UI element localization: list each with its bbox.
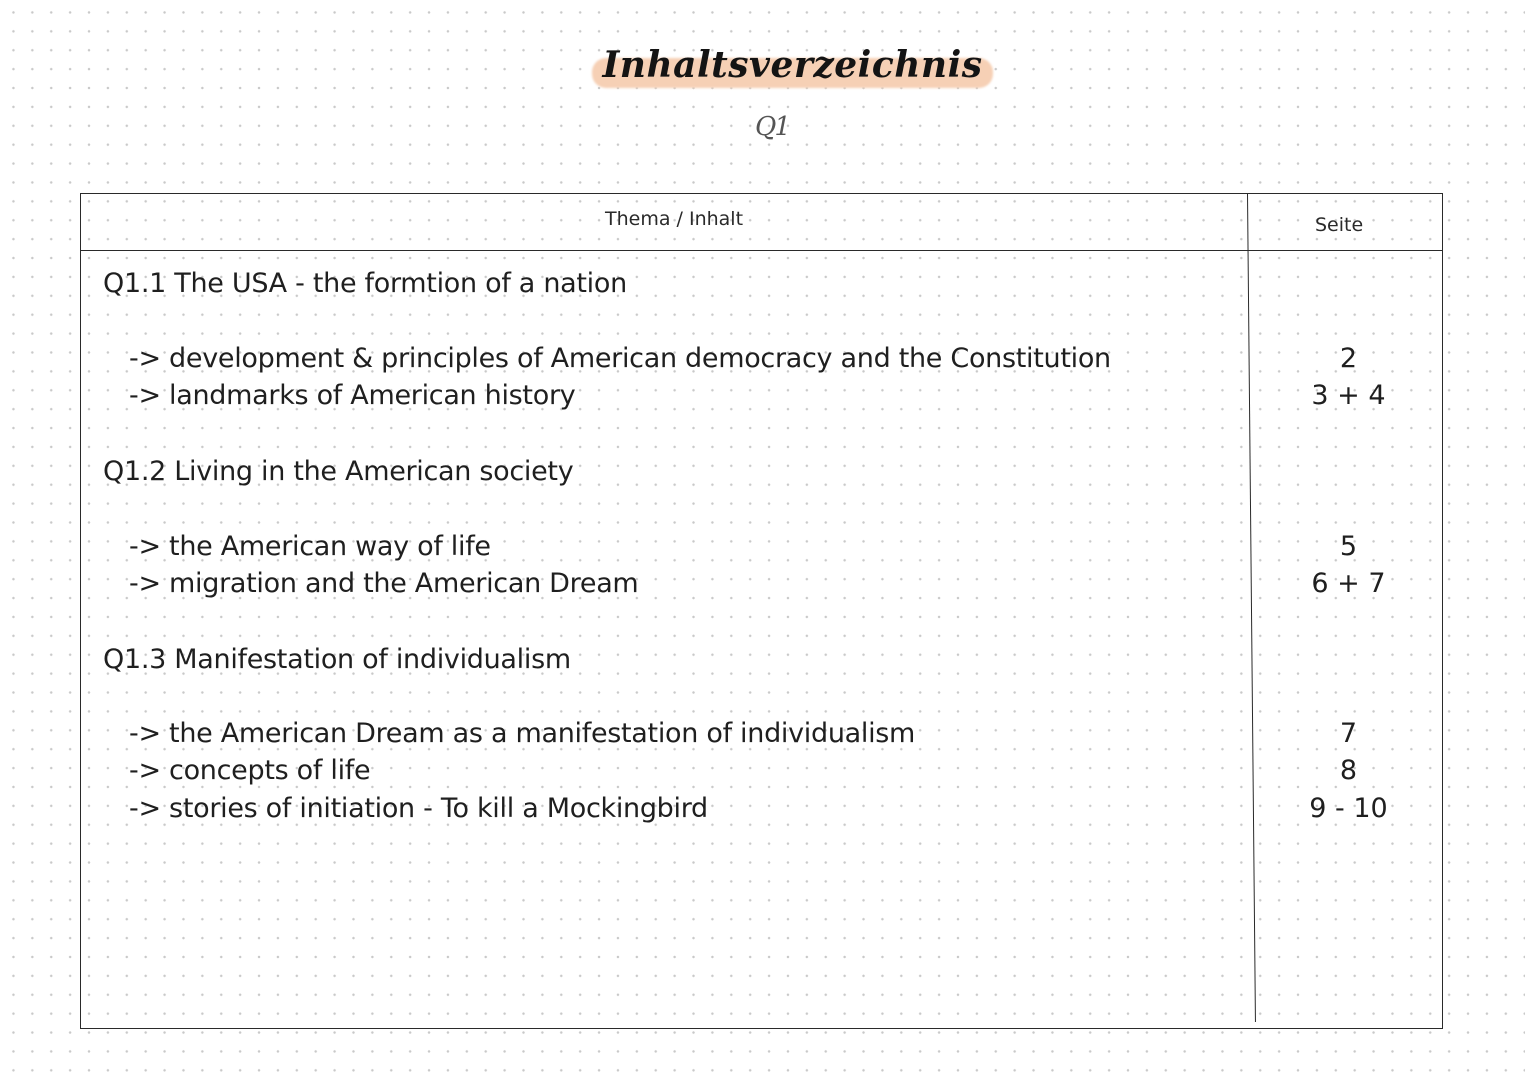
page-number: 6 + 7 xyxy=(1311,568,1386,599)
page-number: 5 xyxy=(1339,531,1358,562)
page-number: 2 xyxy=(1339,343,1358,374)
header-page: Seite xyxy=(1315,214,1364,236)
page-number: 7 xyxy=(1339,718,1358,749)
page-number: 8 xyxy=(1339,755,1358,786)
list-item: -> concepts of life xyxy=(129,755,371,786)
section-title: Q1.3 Manifestation of individualism xyxy=(103,644,571,675)
contents-table xyxy=(80,193,1443,1029)
list-item: -> development & principles of American democracy and the Constitution xyxy=(129,343,1111,374)
section-title: Q1.2 Living in the American society xyxy=(103,456,574,487)
page-number: 3 + 4 xyxy=(1311,380,1386,411)
page-number: 9 - 10 xyxy=(1309,793,1388,824)
column-divider xyxy=(1247,194,1256,1022)
list-item: -> the American Dream as a manifestation of individualism xyxy=(129,718,916,749)
list-item: -> the American way of life xyxy=(129,531,491,562)
list-item: -> landmarks of American history xyxy=(129,380,576,411)
title-container xyxy=(0,44,1525,86)
list-item: -> migration and the American Dream xyxy=(129,568,639,599)
subtitle: Q1 xyxy=(755,112,789,142)
header-topic: Thema / Inhalt xyxy=(605,208,744,230)
header-divider xyxy=(81,250,1442,251)
list-item: -> stories of initiation - To kill a Mockingbird xyxy=(129,793,708,824)
section-title: Q1.1 The USA - the formtion of a nation xyxy=(103,268,627,299)
page-title: Inhaltsverzeichnis xyxy=(592,44,992,86)
